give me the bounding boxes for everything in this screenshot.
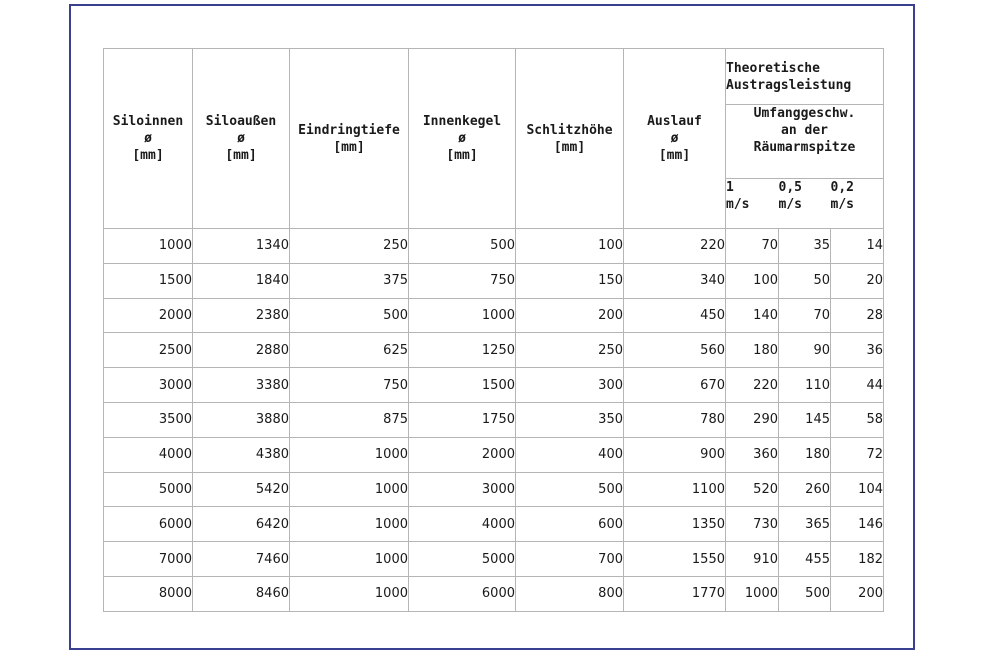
table-cell: 220 (624, 229, 726, 264)
table-row (104, 576, 884, 611)
table-cell: 400 (516, 437, 624, 472)
table-cell: 3500 (104, 402, 193, 437)
table-cell: 140 (726, 298, 779, 333)
table-row (104, 472, 884, 507)
table-cell: 700 (516, 542, 624, 577)
table-cell: 455 (779, 542, 831, 577)
table-cell: 6000 (104, 507, 193, 542)
table-cell: 730 (726, 507, 779, 542)
table-cell: 2880 (193, 333, 290, 368)
table-cell: 8000 (104, 576, 193, 611)
table-cell: 910 (726, 542, 779, 577)
table-cell: 1000 (290, 542, 409, 577)
table-cell: 28 (831, 298, 884, 333)
table-body (104, 229, 884, 612)
table-cell: 8460 (193, 576, 290, 611)
table-cell: 1770 (624, 576, 726, 611)
table-cell: 1000 (104, 229, 193, 264)
table-cell: 3380 (193, 368, 290, 403)
table-cell: 875 (290, 402, 409, 437)
header-speed-1: 1 m/s (726, 179, 779, 229)
table-cell: 70 (726, 229, 779, 264)
table-cell: 750 (409, 263, 516, 298)
table-cell: 3000 (104, 368, 193, 403)
table-cell: 375 (290, 263, 409, 298)
table-cell: 1500 (409, 368, 516, 403)
table-cell: 100 (726, 263, 779, 298)
table-cell: 360 (726, 437, 779, 472)
table-cell: 104 (831, 472, 884, 507)
table-cell: 780 (624, 402, 726, 437)
table-cell: 670 (624, 368, 726, 403)
table-cell: 4000 (409, 507, 516, 542)
table-cell: 200 (831, 576, 884, 611)
table-cell: 1350 (624, 507, 726, 542)
table-cell: 500 (516, 472, 624, 507)
table-cell: 1000 (290, 437, 409, 472)
table-cell: 520 (726, 472, 779, 507)
table-cell: 1000 (290, 576, 409, 611)
table-cell: 600 (516, 507, 624, 542)
table-cell: 72 (831, 437, 884, 472)
table-cell: 900 (624, 437, 726, 472)
header-speed-0-2: 0,2 m/s (831, 179, 884, 229)
table-cell: 1000 (290, 507, 409, 542)
header-siloaussen: Siloaußen ø [mm] (193, 49, 290, 229)
table-cell: 146 (831, 507, 884, 542)
table-cell: 58 (831, 402, 884, 437)
table-cell: 4380 (193, 437, 290, 472)
table-row (104, 229, 884, 264)
table-row (104, 368, 884, 403)
header-siloinnen: Siloinnen ø [mm] (104, 49, 193, 229)
table-cell: 500 (290, 298, 409, 333)
table-cell: 1750 (409, 402, 516, 437)
table-cell: 5420 (193, 472, 290, 507)
table-cell: 260 (779, 472, 831, 507)
table-cell: 5000 (104, 472, 193, 507)
table-cell: 250 (516, 333, 624, 368)
table-cell: 1000 (409, 298, 516, 333)
header-theoretische-austragsleistung: Theoretische Austragsleistung (726, 49, 884, 105)
header-eindringtiefe: Eindringtiefe [mm] (290, 49, 409, 229)
table-cell: 2000 (409, 437, 516, 472)
header-auslauf: Auslauf ø [mm] (624, 49, 726, 229)
table-cell: 180 (726, 333, 779, 368)
table-cell: 290 (726, 402, 779, 437)
table-cell: 6000 (409, 576, 516, 611)
table-cell: 560 (624, 333, 726, 368)
table-cell: 44 (831, 368, 884, 403)
table-cell: 365 (779, 507, 831, 542)
table-cell: 6420 (193, 507, 290, 542)
table-cell: 750 (290, 368, 409, 403)
table-cell: 220 (726, 368, 779, 403)
table-cell: 35 (779, 229, 831, 264)
table-cell: 4000 (104, 437, 193, 472)
table-cell: 1000 (290, 472, 409, 507)
table-cell: 340 (624, 263, 726, 298)
table-cell: 2380 (193, 298, 290, 333)
table-cell: 90 (779, 333, 831, 368)
table-cell: 100 (516, 229, 624, 264)
table-cell: 1340 (193, 229, 290, 264)
table-cell: 250 (290, 229, 409, 264)
table-cell: 350 (516, 402, 624, 437)
table-cell: 500 (409, 229, 516, 264)
table-cell: 1500 (104, 263, 193, 298)
table-cell: 145 (779, 402, 831, 437)
table-cell: 450 (624, 298, 726, 333)
table-row (104, 263, 884, 298)
table-row (104, 298, 884, 333)
table-cell: 625 (290, 333, 409, 368)
table-cell: 7460 (193, 542, 290, 577)
table-cell: 110 (779, 368, 831, 403)
table-cell: 14 (831, 229, 884, 264)
table-cell: 2000 (104, 298, 193, 333)
table-cell: 182 (831, 542, 884, 577)
table-cell: 50 (779, 263, 831, 298)
table-cell: 800 (516, 576, 624, 611)
header-speed-0-5: 0,5 m/s (779, 179, 831, 229)
table-cell: 300 (516, 368, 624, 403)
table-cell: 180 (779, 437, 831, 472)
table-row (104, 333, 884, 368)
table-cell: 1100 (624, 472, 726, 507)
header-innenkegel: Innenkegel ø [mm] (409, 49, 516, 229)
header-umfanggeschwindigkeit: Umfanggeschw. an der Räumarmspitze (726, 105, 884, 179)
table-cell: 2500 (104, 333, 193, 368)
table-cell: 3880 (193, 402, 290, 437)
table-cell: 36 (831, 333, 884, 368)
table-cell: 200 (516, 298, 624, 333)
table-row (104, 542, 884, 577)
table-cell: 150 (516, 263, 624, 298)
table-row (104, 437, 884, 472)
table-row (104, 402, 884, 437)
table-cell: 1250 (409, 333, 516, 368)
table-cell: 5000 (409, 542, 516, 577)
table-cell: 70 (779, 298, 831, 333)
table-cell: 3000 (409, 472, 516, 507)
table-cell: 1000 (726, 576, 779, 611)
table-cell: 1550 (624, 542, 726, 577)
table-cell: 500 (779, 576, 831, 611)
table-row (104, 507, 884, 542)
silo-spec-table (103, 48, 884, 612)
table-header (104, 49, 884, 229)
table-cell: 7000 (104, 542, 193, 577)
header-schlitzhoehe: Schlitzhöhe [mm] (516, 49, 624, 229)
table-cell: 20 (831, 263, 884, 298)
table-cell: 1840 (193, 263, 290, 298)
